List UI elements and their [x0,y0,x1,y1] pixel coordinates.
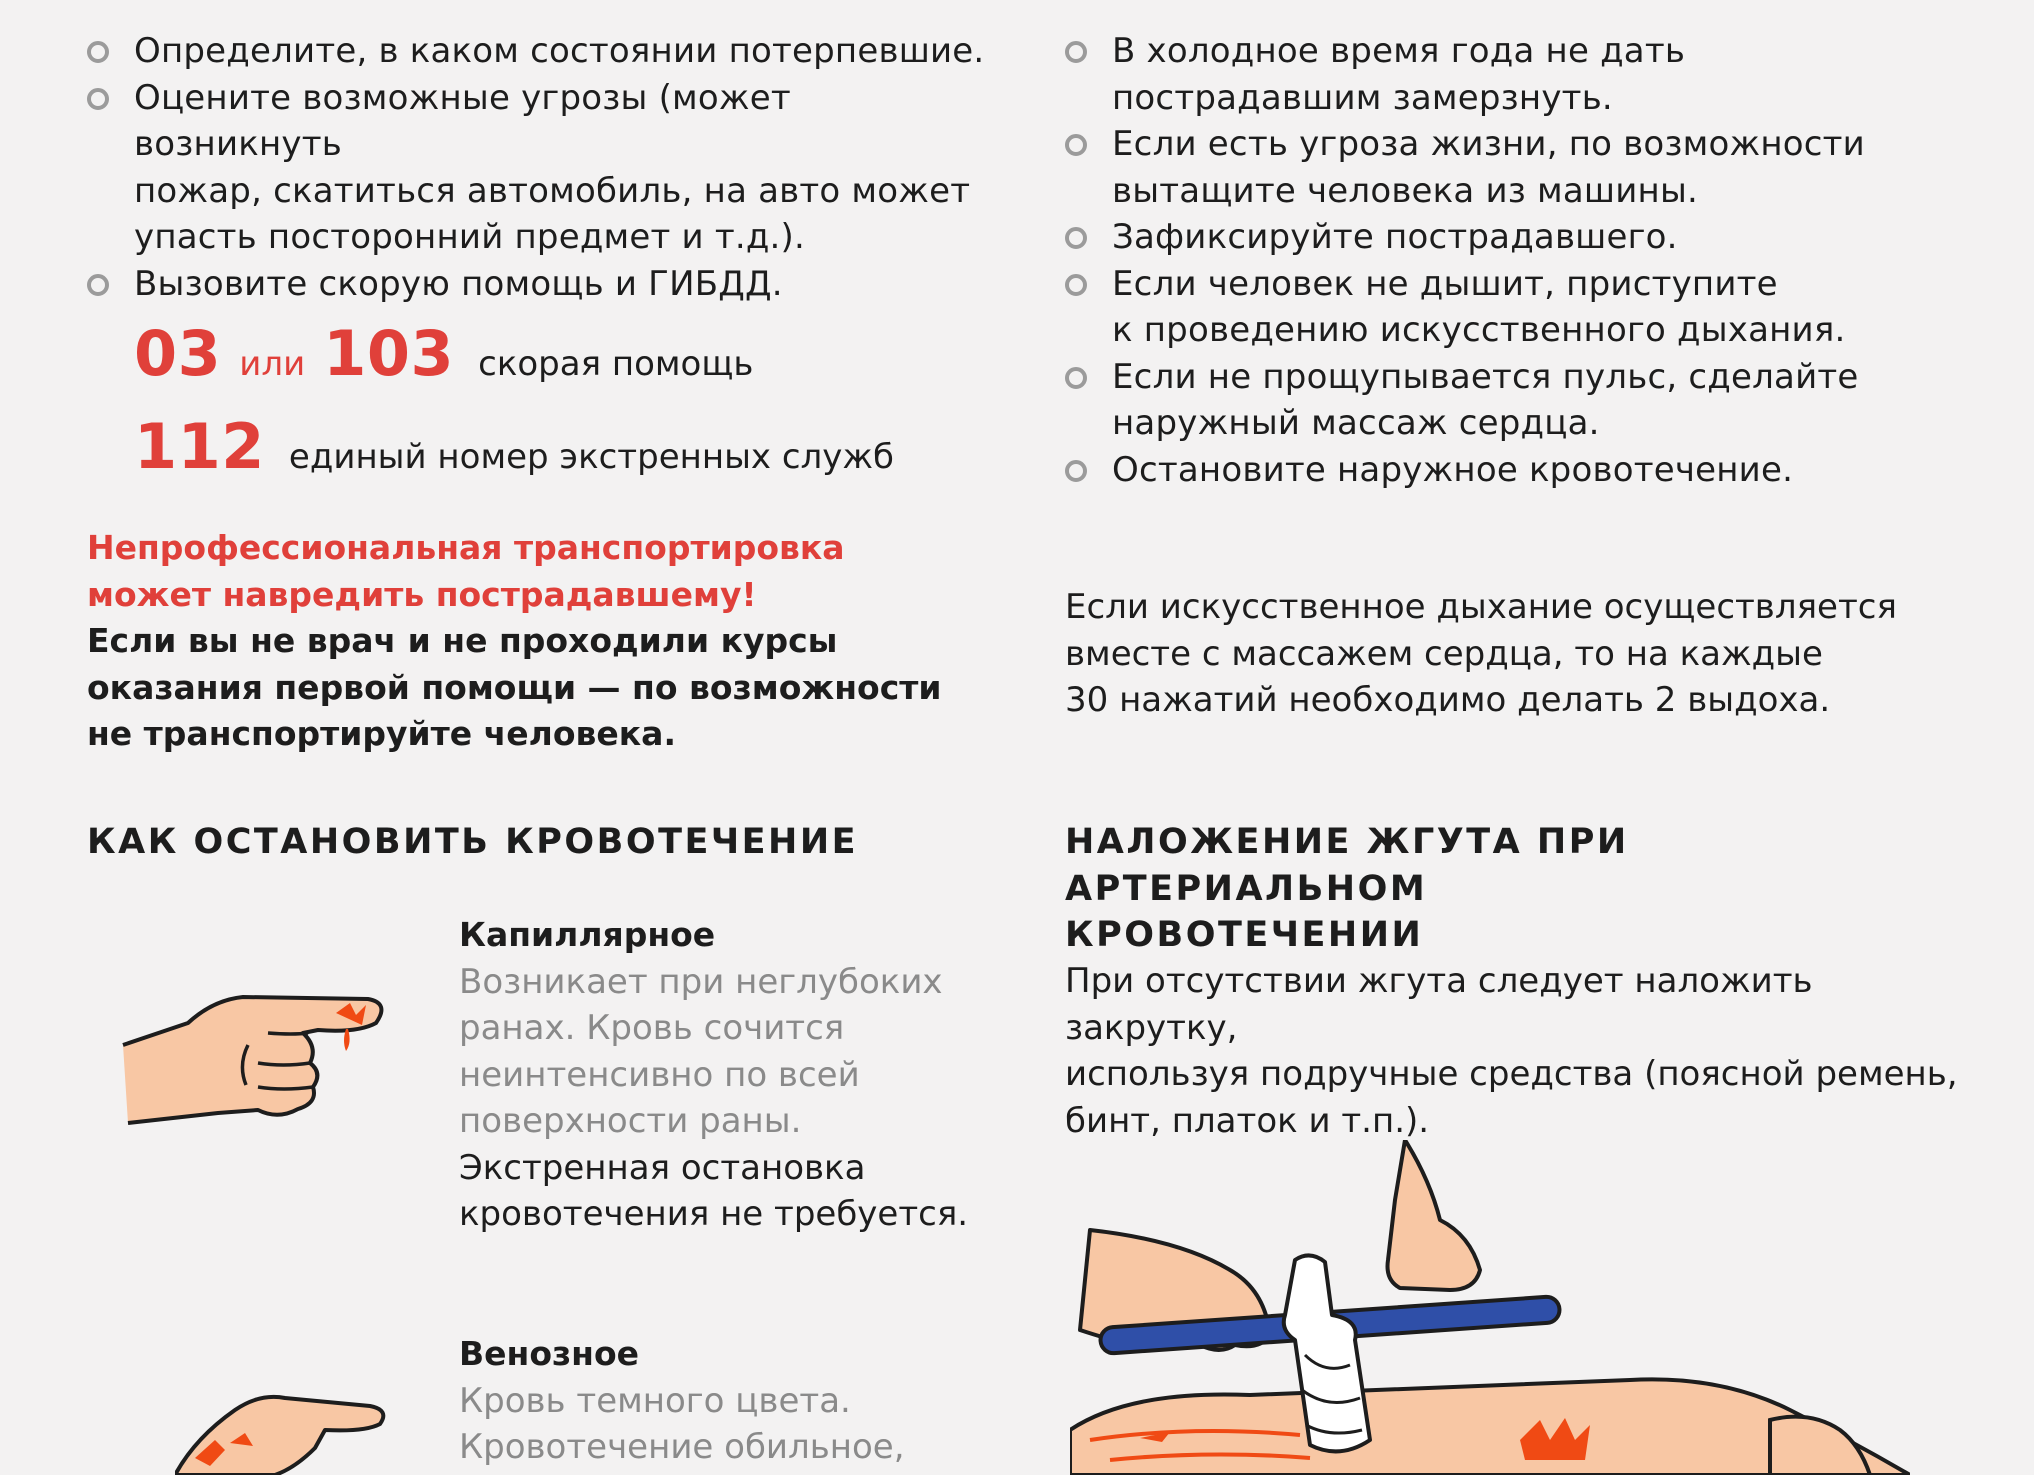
venous-bleeding-block [459,1331,979,1471]
list-item [1065,28,1995,121]
bullet-circle-icon [1065,274,1087,296]
right-bullet-list [1065,28,1995,493]
list-item-text-line: Если есть угроза жизни, по возможности [1112,124,1865,164]
bullet-circle-icon [87,88,109,110]
list-item-text-line: пожар, скатиться автомобиль, на авто может [134,170,971,211]
list-item [1065,261,1995,354]
ambulance-row [134,317,987,410]
list-item-text-line: вытащите человека из машины. [1112,170,1699,211]
title-line: КРОВОТЕЧЕНИИ [1065,915,1424,955]
warning-red-line: Непрофессиональная транспортировка [87,528,845,567]
text-line: бинт, платок и т.п.). [1065,1100,1430,1141]
warning-red-line: может навредить пострадавшему! [87,574,757,614]
bullet-circle-icon [87,274,109,296]
capillary-advice [459,1145,979,1238]
list-item [87,75,987,261]
list-item [87,261,987,308]
list-item [1065,214,1995,261]
ambulance-number-03: 03 [134,317,222,390]
list-item [1065,121,1995,214]
description-line: ранах. Кровь сочится [459,1008,845,1048]
bullet-circle-icon [1065,41,1087,63]
list-item-text-line: пострадавшим замерзнуть. [1112,77,1613,118]
capillary-description [459,959,979,1145]
list-item-text-line: упасть посторонний предмет и т.д.). [134,217,806,257]
list-item-text: Остановите наружное кровотечение. [1112,449,1794,490]
note-line: 30 нажатий необходимо делать 2 выдоха. [1065,680,1831,720]
right-column [1065,0,1995,493]
note-line: вместе с массажем сердца, то на каждые [1065,633,1823,674]
warning-black-line: оказания первой помощи — по возможности [87,667,942,707]
finger-cut-illustration [118,985,388,1135]
description-line: Кровь темного цвета. [459,1380,851,1421]
list-item-text-line: к проведению искусственного дыхания. [1112,310,1846,350]
warning-black-line: не транспортируйте человека. [87,714,676,753]
bullet-circle-icon [1065,460,1087,482]
bullet-circle-icon [1065,367,1087,389]
capillary-title: Капиллярное [459,915,716,954]
bullet-circle-icon [1065,134,1087,156]
list-item-text-line: В холодное время года не дать [1112,31,1686,71]
left-column [87,0,987,758]
list-item-text-line: Если не прощупывается пульс, сделайте [1112,356,1859,397]
transport-warning-red [87,525,987,618]
description-line: Кровотечение обильное, [459,1427,905,1467]
bleeding-section-title: КАК ОСТАНОВИТЬ КРОВОТЕЧЕНИЕ [87,822,859,862]
advice-line: кровотечения не требуется. [459,1194,969,1234]
list-item [87,28,987,75]
emergency-label: единый номер экстренных служб [288,437,894,477]
warning-black-line: Если вы не врач и не проходили курсы [87,621,838,660]
list-item-text-line: Если человек не дышит, приступите [1112,263,1778,304]
list-item-text: Определите, в каком состоянии потерпевшие. [134,31,985,71]
description-line: Возникает при неглубоких [459,961,943,1002]
bullet-circle-icon [87,41,109,63]
or-word: или [239,344,306,384]
tourniquet-section-title [1065,819,1965,959]
left-bullet-list [87,28,987,307]
venous-title: Венозное [459,1334,640,1373]
list-item [1065,354,1995,447]
text-line: При отсутствии жгута следует наложить закрутку, [1065,961,1813,1048]
list-item-text: Зафиксируйте пострадавшего. [1112,217,1678,257]
title-line: НАЛОЖЕНИЕ ЖГУТА ПРИ АРТЕРИАЛЬНОМ [1065,822,1629,909]
text-line: используя подручные средства (поясной ремень, [1065,1054,1958,1094]
cpr-ratio-note [1065,584,1965,724]
advice-line: Экстренная остановка [459,1147,866,1188]
phone-numbers [134,317,987,503]
ambulance-number-103: 103 [323,317,455,390]
list-item [1065,447,1995,494]
hand-wound-illustration [175,1388,395,1475]
description-line: неинтенсивно по всей [459,1054,860,1095]
transport-warning-black [87,618,987,758]
emergency-row [134,410,987,503]
list-item-text-line: наружный массаж сердца. [1112,403,1600,443]
ambulance-label: скорая помощь [478,344,754,384]
tourniquet-text [1065,958,1995,1144]
capillary-bleeding-block [459,912,979,1238]
emergency-number: 112 [134,410,265,483]
note-line: Если искусственное дыхание осуществляется [1065,587,1897,627]
bullet-circle-icon [1065,227,1087,249]
list-item-text-line: Оцените возможные угрозы (может возникнуть [134,77,791,164]
description-line: поверхности раны. [459,1101,802,1141]
tourniquet-arm-illustration [1070,1140,1910,1475]
list-item-text: Вызовите скорую помощь и ГИБДД. [134,263,783,304]
venous-description [459,1378,979,1471]
